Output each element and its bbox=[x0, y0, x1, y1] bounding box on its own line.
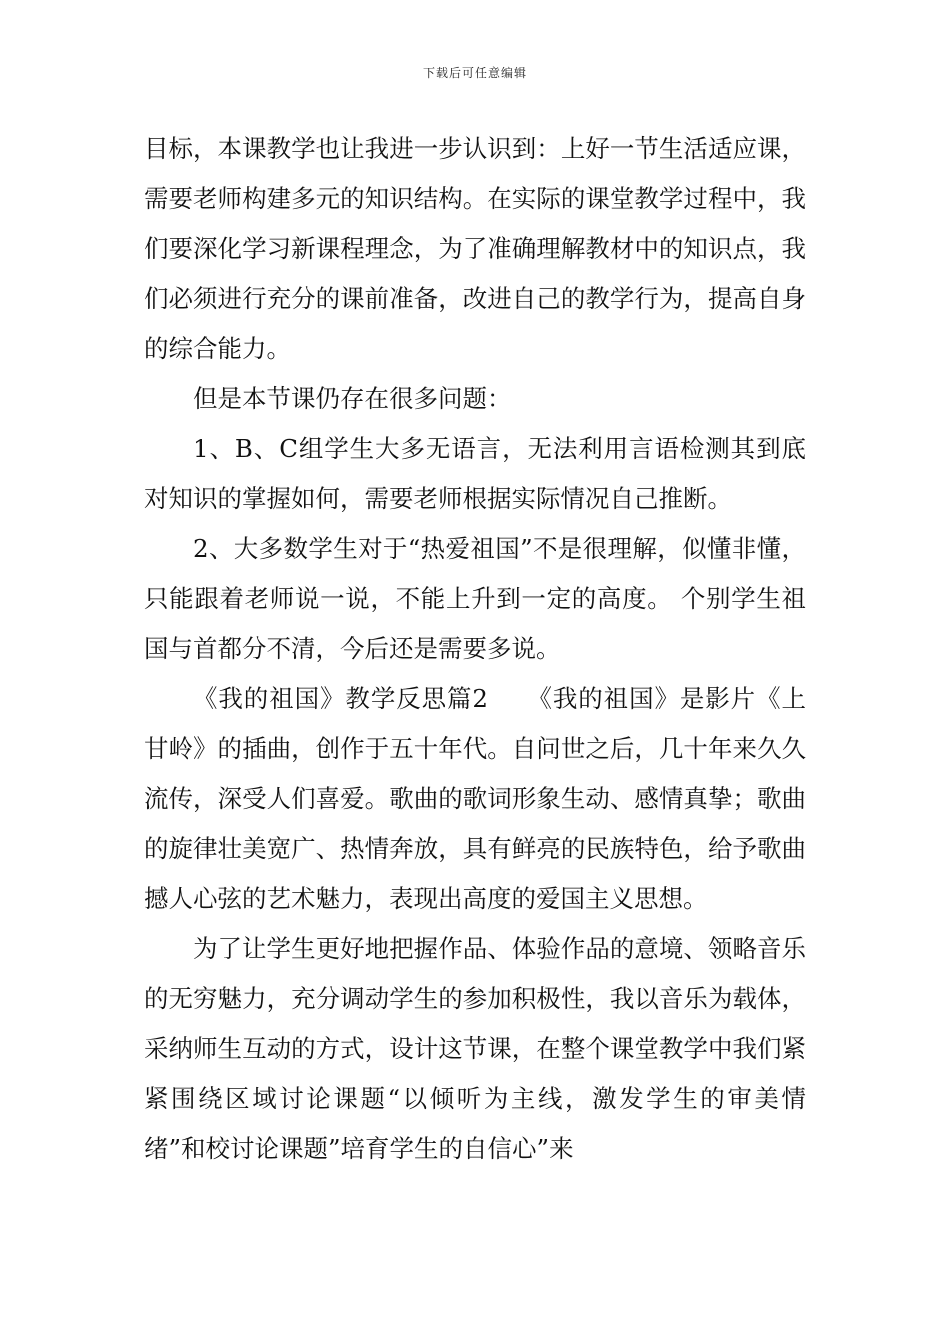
paragraph-list-item-2: 2、大多数学生对于“热爱祖国”不是很理解，似懂非懂，只能跟着老师说一说，不能上升到一定的高度。 个别学生祖国与首都分不清，今后还是需要多说。 bbox=[144, 534, 806, 663]
paragraph-continued: 目标，本课教学也让我进一步认识到：上好一节生活适应课，需要老师构建多元的知识结构。在实际的课堂教学过程中，我们要深化学习新课程理念，为了准确理解教材中的知识点，我们必须进行充分的课前准备，改进自己的教学行为，提高自身的综合能力。 bbox=[144, 134, 806, 363]
document-body bbox=[144, 124, 806, 1174]
paragraph: 但是本节课仍存在很多问题： bbox=[193, 384, 512, 413]
paragraph-section-2: 《我的祖国》教学反思篇2 《我的祖国》是影片《上甘岭》的插曲，创作于五十年代。自问世之后，几十年来久久流传，深受人们喜爱。歌曲的歌词形象生动、感情真挚；歌曲的旋律壮美宽广、热情奔放，具有鲜亮的民族特色，给予歌曲撼人心弦的艺术魅力，表现出高度的爱国主义思想。 bbox=[144, 684, 806, 913]
page-header: 下载后可任意编辑 bbox=[422, 66, 527, 80]
paragraph: 为了让学生更好地把握作品、体验作品的意境、领略音乐的无穷魅力，充分调动学生的参加积极性，我以音乐为载体，采纳师生互动的方式，设计这节课，在整个课堂教学中我们紧紧围绕区域讨论课题“以倾听为主线，激发学生的审美情绪”和校讨论课题”培育学生的自信心”来 bbox=[144, 934, 806, 1163]
paragraph-list-item-1: 1、B、C组学生大多无语言，无法利用言语检测其到底对知识的掌握如何，需要老师根据实际情况自己推断。 bbox=[144, 434, 806, 513]
